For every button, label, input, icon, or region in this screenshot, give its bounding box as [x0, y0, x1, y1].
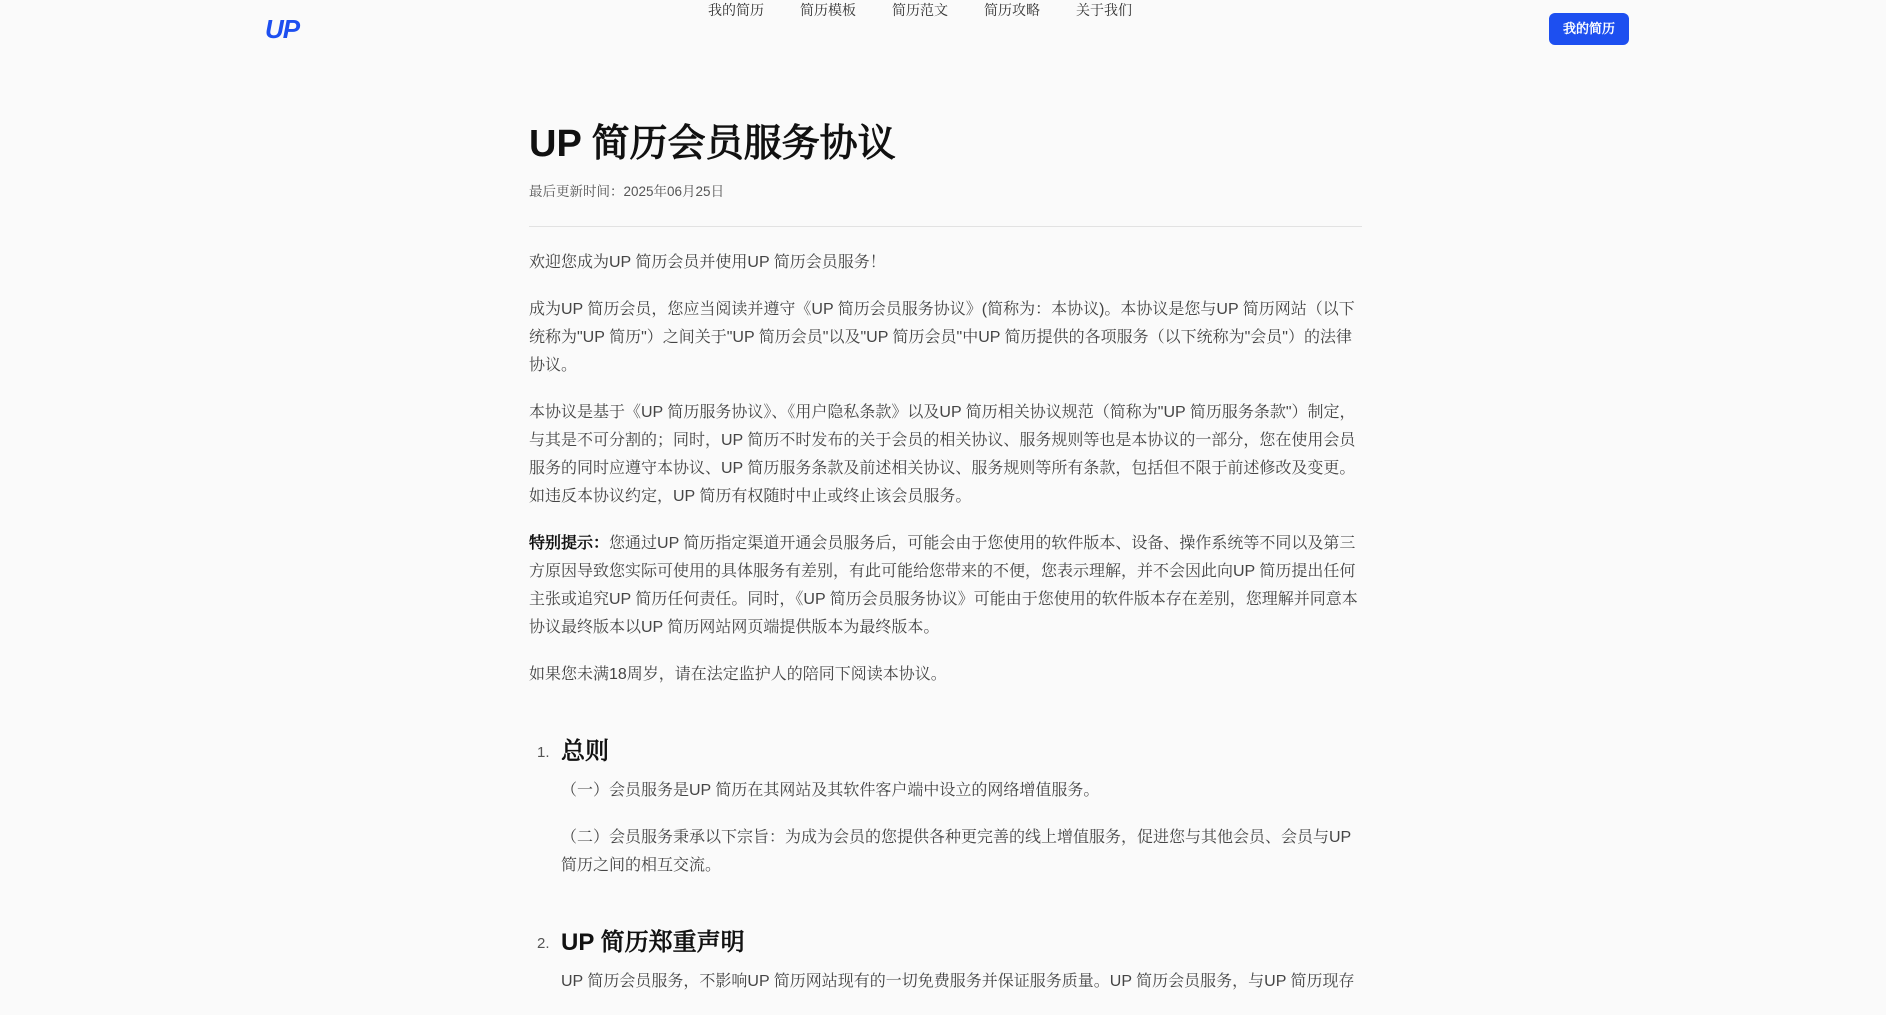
- nav-my-resume[interactable]: 我的简历: [708, 2, 764, 18]
- agreement-document: [529, 118, 1362, 1015]
- top-nav-bar: [0, 0, 1886, 58]
- notice-paragraph: [529, 530, 1362, 642]
- basis-paragraph: 本协议是基于《UP 简历服务协议》、《用户隐私条款》以及UP 简历相关协议规范（简称为"UP 简历服务条款"）制定，与其是不可分割的；同时，UP 简历不时发布的关于会员的相关协议、服务规则等也是本协议的一部分，您在使用会员服务的同时应遵守本协议、UP 简历服务条款及前述相关协议、服务规则等所有条款，包括但不限于前述修改及变更。如违反本协议约定，UP 简历有权随时中止或终止该会员服务。: [529, 404, 1356, 505]
- page-title: UP 简历会员服务协议: [529, 123, 896, 165]
- section-title: 总则: [561, 738, 609, 765]
- nav-guides[interactable]: 简历攻略: [984, 2, 1040, 18]
- my-resume-button[interactable]: 我的简历: [1549, 13, 1629, 45]
- section-item: （二）会员服务秉承以下宗旨：为成为会员的您提供各种更完善的线上增值服务，促进您与其他会员、会员与UP 简历之间的相互交流。: [561, 829, 1351, 874]
- notice-text: 您通过UP 简历指定渠道开通会员服务后，可能会由于您使用的软件版本、设备、操作系统等不同以及第三方原因导致您实际可使用的具体服务有差别，有此可能给您带来的不便，您表示理解，并不会因此向UP 简历提出任何主张或追究UP 简历任何责任。同时，《UP 简历会员服务协议》可能由于您使用的软件版本存在差别，您理解并同意本协议最终版本以UP 简历网站网页端提供版本为最终版本。: [529, 535, 1358, 636]
- nav-examples[interactable]: 简历范文: [892, 2, 948, 18]
- nav-templates[interactable]: 简历模板: [800, 2, 856, 18]
- up-logo[interactable]: UP: [265, 14, 300, 44]
- notice-label: 特别提示：: [529, 535, 610, 552]
- nav-about[interactable]: 关于我们: [1076, 2, 1132, 18]
- section-statement: [529, 926, 1362, 996]
- section-item: UP 简历会员服务，不影响UP 简历网站现有的一切免费服务并保证服务质量。UP 简历会员服务，与UP 简历现存: [561, 973, 1355, 990]
- intro-paragraph: 成为UP 简历会员，您应当阅读并遵守《UP 简历会员服务协议》(简称为：本协议)。本协议是您与UP 简历网站（以下统称为"UP 简历"）之间关于"UP 简历会员"以及"UP 简历会员"中UP 简历提供的各项服务（以下统称为"会员"）的法律协议。: [529, 301, 1355, 374]
- main-nav: [690, 0, 1150, 20]
- minor-paragraph: 如果您未满18周岁，请在法定监护人的陪同下阅读本协议。: [529, 666, 947, 683]
- section-number: 1.: [537, 744, 550, 761]
- divider: [529, 226, 1362, 227]
- welcome-paragraph: 欢迎您成为UP 简历会员并使用UP 简历会员服务！: [529, 254, 886, 271]
- section-item: （一）会员服务是UP 简历在其网站及其软件客户端中设立的网络增值服务。: [561, 782, 1100, 799]
- section-general: [529, 735, 1362, 880]
- section-number: 2.: [537, 935, 550, 952]
- last-updated: 最后更新时间：2025年06月25日: [529, 184, 725, 199]
- section-title: UP 简历郑重声明: [561, 929, 745, 956]
